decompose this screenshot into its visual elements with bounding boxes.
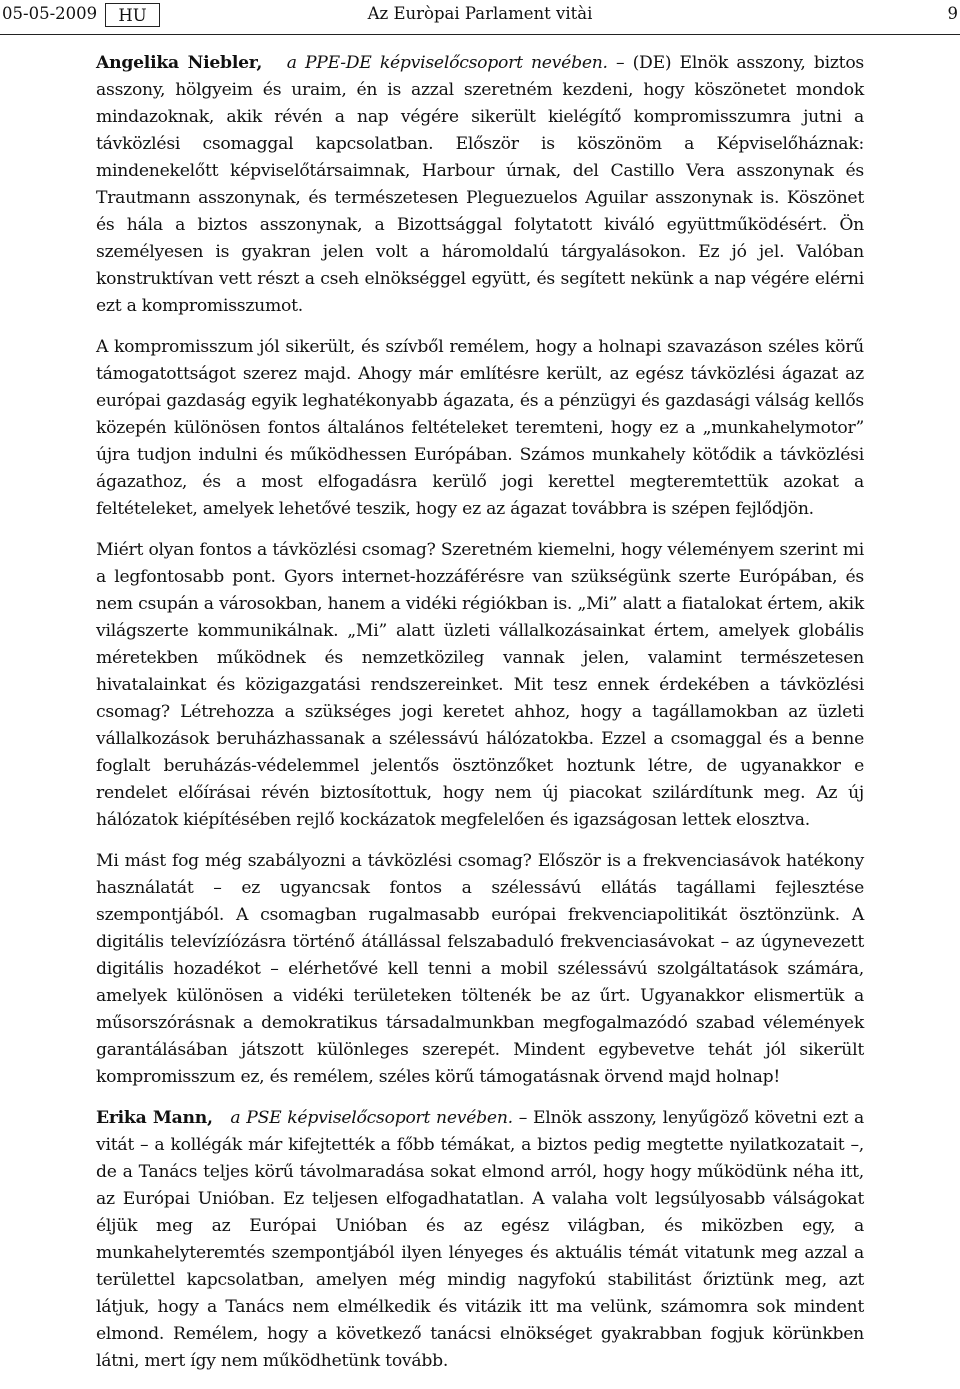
speaker-affiliation: a PPE-DE képviselőcsoport nevében.	[286, 53, 608, 73]
header-date: 05-05-2009	[2, 4, 98, 23]
speaker-name: Angelika Niebler,	[96, 53, 263, 73]
speech-paragraph: Miért olyan fontos a távközlési csomag? Szeretném kiemelni, hogy véleményem szerint mi a legfontosabb pont. Gyors internet-hozzáférésre van szükségünk szerte Európában, és nem csupán a városokban, hanem a vidéki régiókban is. „Mi” alatt a fiatalokat értem, akik világszerte kommunikálnak. „Mi” alatt üzleti vállalkozásainkat értem, amelyek globális méretekben működnek és nemzetközileg vannak jelen, valamint természetesen hivatalainkat és közigazgatási rendszereinket. Mit tesz ennek érdekében a távközlési csomag? Létrehozza a szükséges jogi keretet ahhoz, hogy a tagállamokban az üzleti vállalkozások beruházhassanak a szélessávú hálózatokba. Ezzel a csomaggal és a benne foglalt beruházás-védelemmel jelentős ösztönzőket hoztunk létre, de ugyanakkor e rendelet előírásai révén biztosítottuk, hogy nem új piacokat szilárdítunk meg. Az új hálózatok kiépítésében rejlő kockázatok megfelelően és igazságosan lettek elosztva.	[96, 540, 864, 830]
document-body	[96, 50, 864, 1389]
page-number: 9	[947, 4, 958, 23]
page-header	[0, 0, 960, 35]
language-badge: HU	[105, 3, 160, 27]
paragraph-text: – Elnök asszony, lenyűgöző követni ezt a vitát – a kollégák már kifejtették a főbb témákat, a biztos pedig megtette nyilatkozatait –, de a Tanács teljes körű távolmaradása sokat elmond arról, hogy hogy működünk néha itt, az Európai Unióban. Ez teljesen elfogadhatatlan. A valaha volt legsúlyosabb válságokat éljük meg az Európai Unióban és az egész világban, és miközben egy, a munkahelyteremtés szempontjából ilyen lényeges és aktuális témát vitatunk meg azzal a területtel kapcsolatban, amelyen még mindig nagyfokú stabilitást őriztünk meg, azt látjuk, hogy a Tanács nem elmélkedik és vitázik itt ma velünk, számomra sok mindent elmond. Remélem, hogy a következő tanácsi elnökséget gyakrabban fogjuk körünkben látni, mert így nem működhetünk tovább.	[96, 1108, 864, 1371]
speech-paragraph	[96, 50, 864, 320]
speaker-name: Erika Mann,	[96, 1108, 213, 1128]
paragraph-text: – (DE) Elnök asszony, biztos asszony, hölgyeim és uraim, én is azzal szeretném kezdeni, hogy köszönetet mondok mindazoknak, akik révén a nap végére sikerült kielégítő kompromisszumra jutni a távközlési csomaggal kapcsolatban. Először is köszönöm a Képviselőháznak: mindenekelőtt képviselőtársaimnak, Harbour úrnak, del Castillo Vera asszonynak és Trautmann asszonynak, és természetesen Pleguezuelos Aguilar asszonynak is. Köszönet és hála a biztos asszonynak, a Bizottsággal folytatott kiváló együttműködésért. Ön személyesen is gyakran jelen volt a háromoldalú tárgyalásokon. Ez jó jel. Valóban konstruktívan vett részt a cseh elnökséggel együtt, és segített nekünk a nap végére elérni ezt a kompromisszumot.	[96, 53, 864, 316]
speech-paragraph: Mi mást fog még szabályozni a távközlési csomag? Először is a frekvenciasávok hatékony használatát – ez ugyancsak fontos a szélessávú ellátás tagállami fejlesztése szempontjából. A csomagban rugalmasabb európai frekvenciapolitikát ösztönzünk. A digitális televízíózásra történő átállással felszabaduló frekvenciasávokat – az úgynevezett digitális hozadékot – elérhetővé kell tenni a mobil szélessávú szolgáltatások számára, amelyek különösen a vidéki területeken töltenék be az űrt. Ugyanakkor elismertük a műsorszórásnak a demokratikus társadalmunkban megfogalmazódó szabad vélemények garantálásában játszott különleges szerepét. Mindent egybevetve tehát jól sikerült kompromisszum ez, és remélem, széles körű támogatásnak örvend majd holnap!	[96, 851, 864, 1087]
header-title: Az Euròpai Parlament vitài	[367, 4, 593, 23]
speech-paragraph	[96, 1105, 864, 1375]
speech-paragraph: A kompromisszum jól sikerült, és szívből remélem, hogy a holnapi szavazáson széles körű támogatottságot szerez majd. Ahogy már említésre került, az egész távközlési ágazat az európai gazdaság egyik leghatékonyabb ágazata, és a pénzügyi és gazdasági válság kellős közepén különösen fontos általános feltételeket teremteni, hogy ez a „munkahelymotor” újra tudjon indulni és működhessen Európában. Számos munkahely kötődik a távközlési ágazathoz, és a most elfogadásra kerülő jogi kerettel megteremtettük azokat a feltételeket, amelyek lehetővé teszik, hogy ez az ágazat továbbra is szépen fejlődjön.	[96, 337, 864, 519]
speaker-affiliation: a PSE képviselőcsoport nevében.	[230, 1108, 513, 1128]
